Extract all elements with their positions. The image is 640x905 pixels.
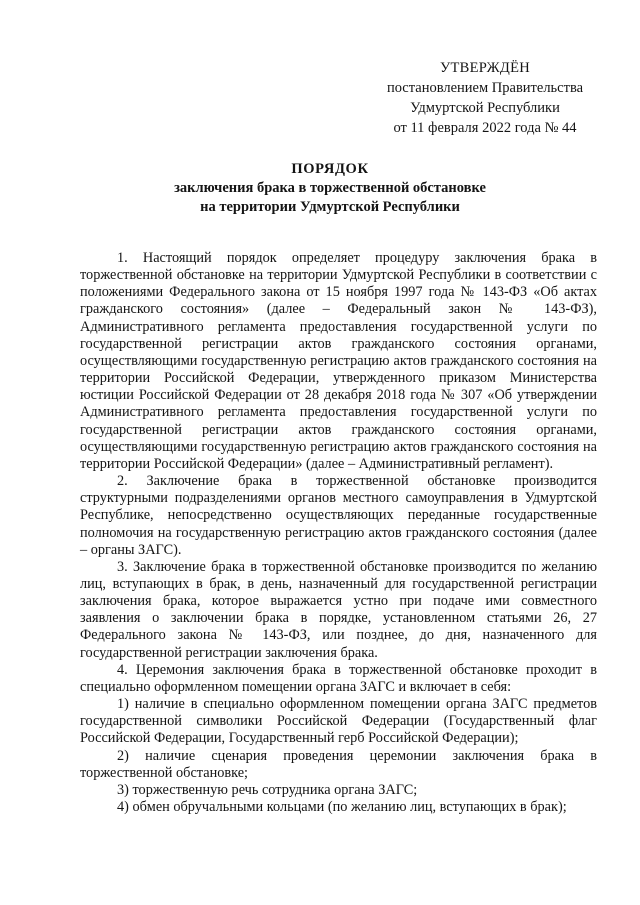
title-main: ПОРЯДОК bbox=[291, 161, 369, 177]
document-title bbox=[80, 160, 580, 217]
list-item-1: 1) наличие в специально оформленном помещении органа ЗАГС предметов государственной символики Российской Федерации (Государственный флаг Российской Федерации, Государственный герб Российской Федерации); bbox=[80, 696, 597, 747]
document-body bbox=[80, 250, 597, 816]
approval-heading: УТВЕРЖДЁН bbox=[439, 60, 531, 76]
paragraph-2: 2. Заключение брака в торжественной обстановке производится структурными подразделениями органов местного самоуправления в Удмуртской Республике, непосредственно осуществляющих переданные государственные полномочия на государственную регистрацию актов гражданского состояния (далее – органы ЗАГС). bbox=[80, 473, 597, 558]
list-item-3: 3) торжественную речь сотрудника органа ЗАГС; bbox=[117, 781, 418, 798]
title-subtitle-line: заключения брака в торжественной обстановке bbox=[174, 180, 486, 196]
list-item-2: 2) наличие сценария проведения церемонии заключения брака в торжественной обстановке; bbox=[80, 747, 597, 781]
approval-date-line: от 11 февраля 2022 года № 44 bbox=[393, 120, 577, 136]
approval-line: постановлением Правительства bbox=[386, 80, 584, 96]
paragraph-3: 3. Заключение брака в торжественной обстановке производится по желанию лиц, вступающих в брак, в день, назначенный для государственной регистрации заключения брака, которое выражается устно при подаче ими совместного заявления о заключении брака в порядке, установленном статьями 26, 27 Федерального закона № 143-ФЗ, или позднее, до дня, назначенного для государственной регистрации заключения брака. bbox=[80, 558, 597, 661]
title-subtitle-line: на территории Удмуртской Республики bbox=[200, 199, 460, 215]
approval-block bbox=[370, 58, 600, 138]
list-item-4: 4) обмен обручальными кольцами (по желанию лиц, вступающих в брак); bbox=[117, 799, 567, 815]
paragraph-1: 1. Настоящий порядок определяет процедуру заключения брака в торжественной обстановке на территории Удмуртской Республики в соответствии с положениями Федерального закона от 15 ноября 1997 года № 143-ФЗ «Об актах гражданского состояния» (далее – Федеральный закон № 143-ФЗ), Административного регламента предоставления государственной услуги по государственной регистрации актов гражданского состояния органами, осуществляющими государственную регистрацию актов гражданского состояния на территории Российской Федерации, утвержденного приказом Министерства юстиции Российской Федерации от 28 декабря 2018 года № 307 «Об утверждении Административного регламента предоставления государственной услуги по государственной регистрации актов гражданского состояния органами, осуществляющими государственную регистрацию актов гражданского состояния на территории Российской Федерации» (далее – Административный регламент). bbox=[80, 250, 597, 472]
approval-line: Удмуртской Республики bbox=[410, 100, 560, 116]
paragraph-4: 4. Церемония заключения брака в торжественной обстановке проходит в специально оформленном помещении органа ЗАГС и включает в себя: bbox=[80, 661, 597, 695]
